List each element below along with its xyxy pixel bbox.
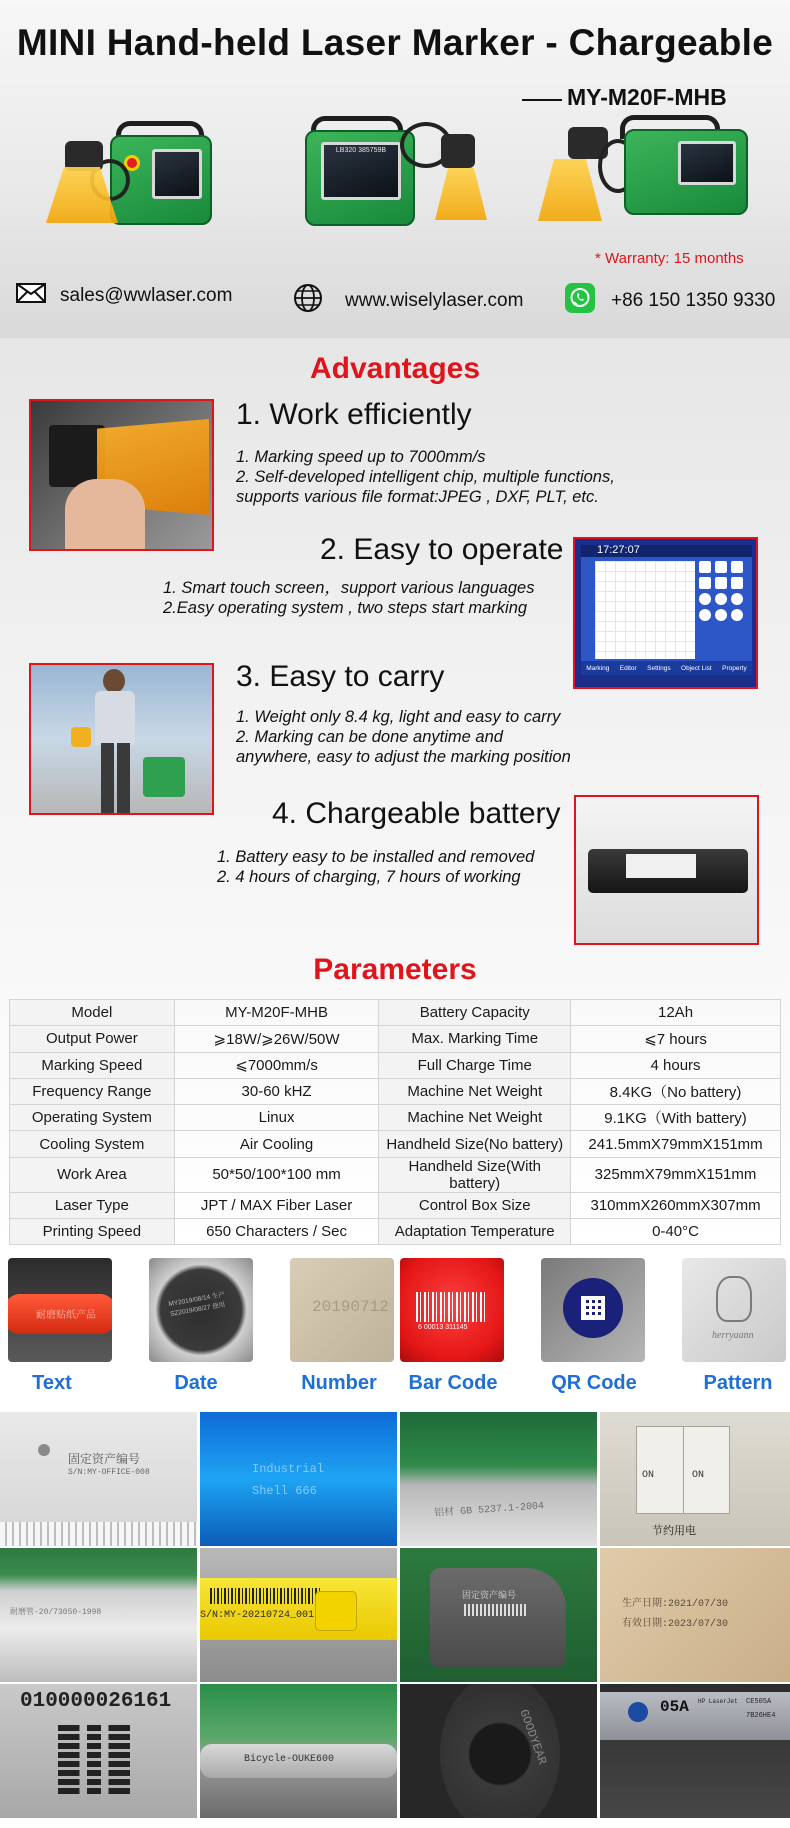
parameter-row xyxy=(10,1105,781,1131)
screen-tab-marking: Marking xyxy=(586,664,610,672)
sample-label-pattern: Pattern xyxy=(703,1372,773,1394)
sample-text-photo xyxy=(8,1258,112,1362)
parameter-label: Max. Marking Time xyxy=(379,1026,571,1052)
phone-contact[interactable] xyxy=(565,283,775,319)
parameter-value: 325mmX79mmX151mm xyxy=(571,1157,781,1192)
gallery-cell-10: Bicycle-OUKE600 xyxy=(200,1684,397,1818)
model-number: MY-M20F-MHB xyxy=(567,84,727,110)
parameters-title: Parameters xyxy=(313,953,477,986)
warranty-note: * Warranty: 15 months xyxy=(595,250,744,267)
parameter-value: 50*50/100*100 mm xyxy=(174,1157,379,1192)
product-photo-3 xyxy=(528,115,758,230)
gallery-cell-8: 生产日期:2021/07/30 有效日期:2023/07/30 xyxy=(600,1548,790,1682)
parameter-value: JPT / MAX Fiber Laser xyxy=(174,1192,379,1218)
sample-label-qrcode: QR Code xyxy=(551,1372,637,1394)
parameter-label: Machine Net Weight xyxy=(379,1078,571,1104)
parameter-label: Frequency Range xyxy=(10,1078,175,1104)
touch-screen-photo xyxy=(573,537,758,689)
sample-qrcode-photo xyxy=(541,1258,645,1362)
screen-tab-object-list: Object List xyxy=(681,664,712,672)
carry-photo xyxy=(29,663,214,815)
parameter-value: 4 hours xyxy=(571,1052,781,1078)
whatsapp-icon xyxy=(565,283,595,319)
sample-number-photo xyxy=(290,1258,394,1362)
sample-label-date: Date xyxy=(174,1372,218,1394)
battery-photo xyxy=(574,795,759,945)
sample-date-photo xyxy=(149,1258,253,1362)
gallery-cell-12: 05A HP LaserJet CE505A 7B26HE4 xyxy=(600,1684,790,1818)
parameter-label: Operating System xyxy=(10,1105,175,1131)
page-title: MINI Hand-held Laser Marker - Chargeable xyxy=(16,22,774,63)
parameter-value: 241.5mmX79mmX151mm xyxy=(571,1131,781,1157)
parameter-label: Handheld Size(With battery) xyxy=(379,1157,571,1192)
model-dash xyxy=(522,99,562,101)
gallery-cell-11: GOODYEAR xyxy=(400,1684,597,1818)
parameter-value: 650 Characters / Sec xyxy=(174,1219,379,1245)
parameter-row xyxy=(10,1219,781,1245)
parameter-label: Cooling System xyxy=(10,1131,175,1157)
phone-text: +86 150 1350 9330 xyxy=(611,290,776,311)
parameter-value: MY-M20F-MHB xyxy=(174,1000,379,1026)
parameter-value: Linux xyxy=(174,1105,379,1131)
parameter-value: Air Cooling xyxy=(174,1131,379,1157)
email-contact[interactable] xyxy=(16,283,232,309)
parameters-table xyxy=(9,999,781,1245)
sample-barcode-photo xyxy=(400,1258,504,1362)
parameter-value: ⩽7000mm/s xyxy=(174,1052,379,1078)
sample-label-barcode: Bar Code xyxy=(408,1372,498,1394)
screen-tab-editor: Editor xyxy=(619,664,637,672)
parameter-value: 8.4KG（No battery) xyxy=(571,1078,781,1104)
parameter-row xyxy=(10,1157,781,1192)
parameter-row xyxy=(10,1078,781,1104)
parameter-label: Printing Speed xyxy=(10,1219,175,1245)
parameter-value: 9.1KG（With battery) xyxy=(571,1105,781,1131)
hand-marker-photo xyxy=(29,399,214,551)
advantage-1-heading: 1. Work efficiently xyxy=(236,398,472,431)
parameter-row xyxy=(10,1026,781,1052)
parameter-value: 310mmX260mmX307mm xyxy=(571,1192,781,1218)
advantage-1-text: 1. Marking speed up to 7000mm/s 2. Self-developed intelligent chip, multiple functions, supports various file format:JPEG , DXF, PLT, etc. xyxy=(236,448,615,506)
parameter-label: Battery Capacity xyxy=(379,1000,571,1026)
globe-icon xyxy=(293,283,323,319)
sample-label-text: Text xyxy=(32,1372,72,1394)
application-gallery xyxy=(0,1412,790,1828)
sample-pattern-engraving: herryaann xyxy=(712,1330,754,1341)
parameter-label: Model xyxy=(10,1000,175,1026)
parameter-label: Output Power xyxy=(10,1026,175,1052)
sample-pattern-photo xyxy=(682,1258,786,1362)
parameter-value: 0-40°C xyxy=(571,1219,781,1245)
gallery-cell-7: 固定资产编号 xyxy=(400,1548,597,1682)
parameter-label: Marking Speed xyxy=(10,1052,175,1078)
parameter-row xyxy=(10,1192,781,1218)
parameter-value: ⩾18W/⩾26W/50W xyxy=(174,1026,379,1052)
parameter-value: ⩽7 hours xyxy=(571,1026,781,1052)
advantage-3-text: 1. Weight only 8.4 kg, light and easy to carry 2. Marking can be done anytime and anywhere, easy to adjust the marking position xyxy=(236,708,571,766)
envelope-icon xyxy=(16,283,46,309)
screen-tab-property: Property xyxy=(722,664,747,672)
parameter-label: Handheld Size(No battery) xyxy=(379,1131,571,1157)
parameter-label: Work Area xyxy=(10,1157,175,1192)
header-banner xyxy=(0,0,790,338)
parameter-label: Control Box Size xyxy=(379,1192,571,1218)
advantage-2-heading: 2. Easy to operate xyxy=(320,533,564,566)
parameter-label: Adaptation Temperature xyxy=(379,1219,571,1245)
parameter-label: Laser Type xyxy=(10,1192,175,1218)
sample-barcode-engraving: 6 00013 311145 xyxy=(418,1324,468,1331)
advantage-4-heading: 4. Chargeable battery xyxy=(272,797,561,830)
gallery-cell-3: 铝材 GB 5237.1-2004 xyxy=(400,1412,597,1546)
parameter-label: Full Charge Time xyxy=(379,1052,571,1078)
screen-time: 17:27:07 xyxy=(597,544,640,556)
advantage-3-heading: 3. Easy to carry xyxy=(236,660,445,693)
parameter-row xyxy=(10,1131,781,1157)
parameter-value: 12Ah xyxy=(571,1000,781,1026)
product-photo-2 xyxy=(265,112,495,232)
screen-tab-settings: Settings xyxy=(647,664,671,672)
sample-label-number: Number xyxy=(301,1372,377,1394)
sample-text-engraving: 耐磨贴纸产品 xyxy=(36,1310,96,1321)
gallery-cell-9: 010000026161 xyxy=(0,1684,197,1818)
machine-screen-label: LB320 385759B xyxy=(335,147,387,154)
parameter-row xyxy=(10,1000,781,1026)
email-text: sales@wwlaser.com xyxy=(60,285,233,306)
advantages-title: Advantages xyxy=(309,352,481,385)
sample-date-engraving: MY2019/08/14 生产 SZ2019/08/27 使用 xyxy=(167,1291,226,1318)
gallery-cell-2: Industrial Shell 666 xyxy=(200,1412,397,1546)
parameter-label: Machine Net Weight xyxy=(379,1105,571,1131)
sample-number-engraving: 20190712 xyxy=(312,1298,389,1316)
gallery-cell-1: 固定资产编号 S/N:MY-OFFICE-008 xyxy=(0,1412,197,1546)
parameter-row xyxy=(10,1052,781,1078)
website-contact[interactable] xyxy=(293,283,523,319)
advantage-4-text: 1. Battery easy to be installed and removed 2. 4 hours of charging, 7 hours of working xyxy=(217,848,535,886)
gallery-cell-6: S/N:MY-20210724_001 xyxy=(200,1548,397,1682)
advantage-2-text: 1. Smart touch screen，support various languages 2.Easy operating system , two steps start marking xyxy=(163,579,535,617)
parameter-value: 30-60 kHZ xyxy=(174,1078,379,1104)
product-photo-1 xyxy=(40,115,215,230)
gallery-cell-4: ON ON 节约用电 xyxy=(600,1412,790,1546)
gallery-cell-5: 耐磨管-20/73050-1998 xyxy=(0,1548,197,1682)
website-text: www.wiselylaser.com xyxy=(345,290,524,311)
